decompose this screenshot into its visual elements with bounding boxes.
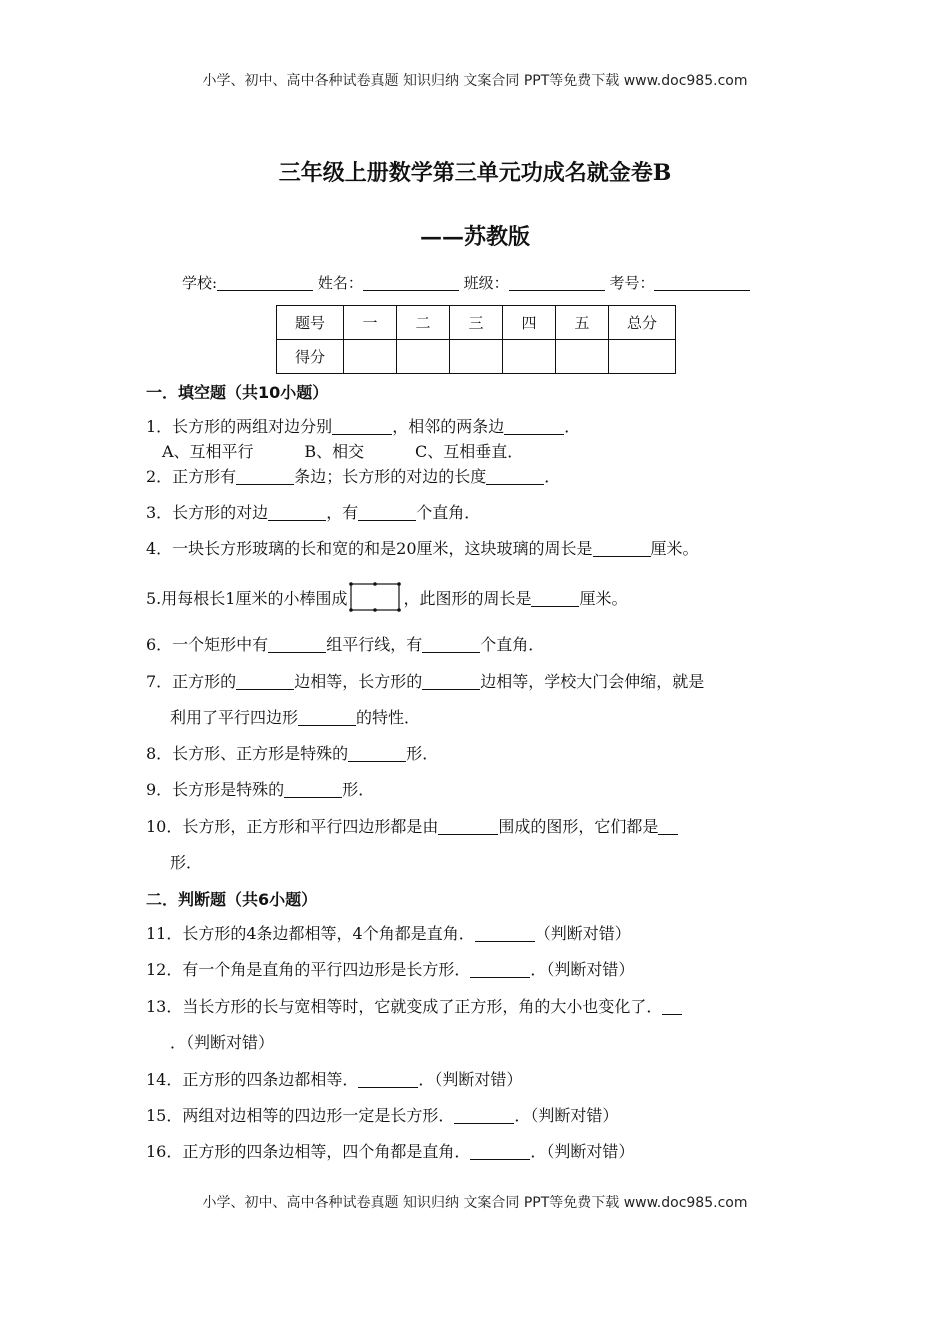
q-text: 1．长方形的两组对边分别 bbox=[146, 417, 333, 436]
q-text: ，此图形的周长是 bbox=[403, 589, 532, 608]
q-text: 组平行线，有 bbox=[326, 635, 423, 654]
question-15 bbox=[146, 1105, 618, 1127]
class-blank bbox=[509, 274, 605, 291]
answer-blank bbox=[454, 1107, 514, 1124]
score-cell bbox=[609, 340, 676, 374]
q-text: 5.用每根长1厘米的小棒围成 bbox=[146, 589, 348, 608]
answer-blank bbox=[284, 781, 342, 798]
score-cell: 三 bbox=[450, 306, 503, 340]
question-3 bbox=[146, 502, 480, 524]
answer-blank bbox=[531, 590, 579, 607]
question-13-cont: ．（判断对错） bbox=[170, 1033, 275, 1052]
q-text: 个直角． bbox=[480, 635, 545, 654]
q-text: ．（判断对错） bbox=[530, 1142, 635, 1161]
question-8 bbox=[146, 743, 438, 765]
q-text: ． bbox=[564, 417, 581, 436]
answer-blank bbox=[470, 1143, 530, 1160]
question-10 bbox=[146, 816, 678, 838]
answer-blank bbox=[298, 709, 356, 726]
score-cell: 四 bbox=[503, 306, 556, 340]
answer-blank bbox=[470, 961, 530, 978]
q-text: 8．长方形、正方形是特殊的 bbox=[146, 744, 349, 763]
q-text: 个直角． bbox=[416, 503, 481, 522]
question-2 bbox=[146, 466, 560, 488]
score-cell bbox=[397, 340, 450, 374]
class-label: 班级： bbox=[463, 274, 509, 292]
q-text: 边相等，学校大门会伸缩，就是 bbox=[480, 672, 705, 691]
answer-blank bbox=[438, 818, 498, 835]
question-7 bbox=[146, 671, 704, 693]
score-cell: 五 bbox=[556, 306, 609, 340]
page-footer: 小学、初中、高中各种试卷真题 知识归纳 文案合同 PPT等免费下载 www.doc985.com bbox=[202, 1195, 748, 1211]
question-1 bbox=[146, 416, 580, 438]
question-6 bbox=[146, 634, 544, 656]
question-11 bbox=[146, 923, 631, 945]
answer-blank bbox=[658, 818, 678, 835]
answer-blank bbox=[268, 504, 326, 521]
page-title: 三年级上册数学第三单元功成名就金卷B bbox=[278, 160, 672, 186]
q-text: 9．长方形是特殊的 bbox=[146, 780, 285, 799]
q-text: 7．正方形的 bbox=[146, 672, 237, 691]
answer-blank bbox=[422, 636, 480, 653]
q-text: ．（判断对错） bbox=[418, 1070, 523, 1089]
score-cell bbox=[503, 340, 556, 374]
answer-blank bbox=[422, 673, 480, 690]
q-text: 15．两组对边相等的四边形一定是长方形． bbox=[146, 1106, 455, 1125]
question-4 bbox=[146, 538, 699, 560]
score-cell: 二 bbox=[397, 306, 450, 340]
q-text: 厘米。 bbox=[579, 589, 628, 608]
score-table-score-row bbox=[277, 340, 676, 374]
q-text: 14．正方形的四条边都相等． bbox=[146, 1070, 359, 1089]
answer-blank bbox=[358, 504, 416, 521]
q-text: 12．有一个角是直角的平行四边形是长方形． bbox=[146, 960, 471, 979]
q-text: 11．长方形的4条边都相等，4个角都是直角． bbox=[146, 924, 475, 943]
q-text: 6．一个矩形中有 bbox=[146, 635, 269, 654]
q-text: 10．长方形，正方形和平行四边形都是由 bbox=[146, 817, 439, 836]
answer-blank bbox=[236, 468, 294, 485]
q-text: 围成的图形，它们都是 bbox=[498, 817, 659, 836]
question-16 bbox=[146, 1141, 634, 1163]
score-cell: 题号 bbox=[277, 306, 344, 340]
q-text: 4．一块长方形玻璃的长和宽的和是20厘米，这块玻璃的周长是 bbox=[146, 539, 593, 558]
q-text: 2．正方形有 bbox=[146, 467, 237, 486]
q-text: ．（判断对错） bbox=[530, 960, 635, 979]
q-text: （判断对错） bbox=[534, 924, 631, 943]
question-5 bbox=[146, 582, 627, 612]
name-label: 姓名： bbox=[317, 274, 363, 292]
stick-rectangle-figure bbox=[349, 582, 401, 612]
school-blank bbox=[217, 274, 313, 291]
q-text: 形． bbox=[342, 780, 375, 799]
section-true-false: 二．判断题（共6小题） bbox=[146, 890, 318, 909]
question-14 bbox=[146, 1069, 522, 1091]
score-table-header-row bbox=[277, 306, 676, 340]
answer-blank bbox=[475, 925, 535, 942]
q-text: 形． bbox=[406, 744, 439, 763]
answer-blank bbox=[236, 673, 294, 690]
q-text: 边相等，长方形的 bbox=[294, 672, 423, 691]
q-text: ． bbox=[544, 467, 561, 486]
score-table bbox=[276, 305, 676, 374]
answer-blank bbox=[662, 998, 682, 1015]
answer-blank bbox=[332, 418, 392, 435]
score-cell: 一 bbox=[344, 306, 397, 340]
answer-blank bbox=[268, 636, 326, 653]
score-cell bbox=[344, 340, 397, 374]
score-cell: 总分 bbox=[609, 306, 676, 340]
question-12 bbox=[146, 959, 634, 981]
page-header: 小学、初中、高中各种试卷真题 知识归纳 文案合同 PPT等免费下载 www.doc985.com bbox=[202, 73, 748, 89]
school-label: 学校: bbox=[182, 274, 218, 292]
student-info bbox=[182, 272, 750, 293]
question-7-cont bbox=[170, 707, 420, 729]
question-9 bbox=[146, 779, 374, 801]
q-text: 3．长方形的对边 bbox=[146, 503, 269, 522]
score-cell bbox=[556, 340, 609, 374]
question-10-cont: 形． bbox=[170, 853, 203, 872]
q-text: 利用了平行四边形 bbox=[170, 708, 299, 727]
q-text: 条边；长方形的对边的长度 bbox=[294, 467, 487, 486]
question-13 bbox=[146, 996, 682, 1018]
name-blank bbox=[363, 274, 459, 291]
page-subtitle: ——苏教版 bbox=[419, 224, 530, 250]
exam-no-blank bbox=[654, 274, 750, 291]
question-1-options: A、互相平行 B、相交 C、互相垂直． bbox=[162, 442, 524, 461]
section-fill-in: 一．填空题（共10小题） bbox=[146, 383, 329, 402]
answer-blank bbox=[358, 1071, 418, 1088]
answer-blank bbox=[486, 468, 544, 485]
score-cell: 得分 bbox=[277, 340, 344, 374]
q-text: 13．当长方形的长与宽相等时，它就变成了正方形，角的大小也变化了． bbox=[146, 997, 663, 1016]
q-text: ，相邻的两条边 bbox=[392, 417, 505, 436]
q-text: 厘米。 bbox=[650, 539, 699, 558]
q-text: ，有 bbox=[326, 503, 359, 522]
exam-no-label: 考号： bbox=[609, 274, 655, 292]
answer-blank bbox=[504, 418, 564, 435]
score-cell bbox=[450, 340, 503, 374]
q-text: 16．正方形的四条边相等，四个角都是直角． bbox=[146, 1142, 471, 1161]
q-text: ．（判断对错） bbox=[514, 1106, 619, 1125]
answer-blank bbox=[348, 745, 406, 762]
answer-blank bbox=[593, 540, 651, 557]
q-text: 的特性． bbox=[356, 708, 421, 727]
